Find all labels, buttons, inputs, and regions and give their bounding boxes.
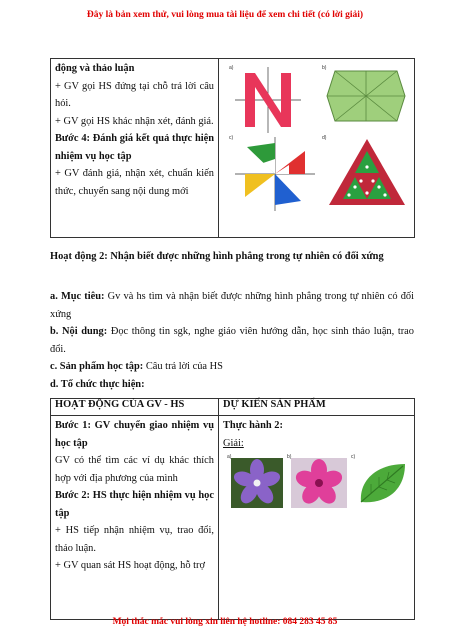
figure-label: a) bbox=[229, 65, 234, 71]
section-heading bbox=[50, 248, 414, 266]
organization-label: d. Tổ chức thực hiện: bbox=[50, 379, 145, 390]
step-line: Bước 4: Đánh giá kết quả thực hiện nhiệm vụ học tập bbox=[55, 133, 214, 162]
pink-flower-image bbox=[291, 458, 347, 508]
content-line bbox=[50, 323, 414, 358]
activity-title: Hoạt động 2: Nhận biết được những hình phẳng trong tự nhiên có đối xứng bbox=[50, 251, 384, 262]
content-text: Đọc thông tin sgk, nghe giáo viên hướng dẫn, học sinh thảo luận, trao đổi. bbox=[50, 326, 414, 355]
step-line: + GV quan sát HS hoạt động, hỗ trợ bbox=[55, 560, 205, 571]
teacher-student-column bbox=[51, 59, 219, 238]
step-line: GV có thể tìm các ví dụ khác thích hợp với địa phương của mình bbox=[55, 455, 214, 484]
expected-product-column bbox=[219, 416, 415, 620]
table1-text bbox=[51, 59, 218, 200]
activity-table-2 bbox=[50, 398, 415, 620]
preview-banner: Đây là bản xem thử, vui lòng mua tài liệu để xem chi tiết (có lời giải) bbox=[86, 10, 364, 20]
table2-right-text bbox=[219, 416, 414, 452]
figure-label: c) bbox=[229, 135, 234, 141]
step-line: + GV gọi HS đứng tại chỗ trả lời câu hỏi. bbox=[55, 80, 214, 109]
practice-title: Thực hành 2: bbox=[223, 420, 283, 431]
table2-text bbox=[51, 416, 218, 575]
triangle-pattern-figure bbox=[327, 137, 407, 207]
symmetry-figures-cell bbox=[219, 59, 415, 238]
picture-label: c) bbox=[351, 454, 356, 460]
pinwheel-figure bbox=[235, 137, 315, 211]
product-line bbox=[50, 358, 414, 376]
product-text: Câu trả lời của HS bbox=[143, 361, 223, 372]
hotline-banner: Mọi thắc mắc vui lòng xin liên hệ hotline: 084 283 45 85 bbox=[112, 617, 338, 627]
header-teacher-student: HOẠT ĐỘNG CỦA GV - HS bbox=[51, 399, 219, 416]
figure-label: b) bbox=[322, 65, 327, 71]
step-line: Bước 1: GV chuyển giao nhiệm vụ học tập bbox=[55, 420, 214, 449]
objective-label: a. Mục tiêu: bbox=[50, 291, 105, 302]
step-line: + GV gọi HS khác nhận xét, đánh giá. bbox=[55, 115, 214, 127]
product-label: c. Sản phẩm học tập: bbox=[50, 361, 144, 372]
step-line: + GV đánh giá, nhận xét, chuẩn kiến thức, chuyển sang nội dung mới bbox=[55, 168, 214, 197]
content-label: b. Nội dung: bbox=[50, 326, 108, 337]
picture-label: a) bbox=[227, 454, 232, 460]
solution-label: Giải: bbox=[223, 437, 244, 449]
picture-label: b) bbox=[287, 454, 292, 460]
teacher-student-column bbox=[51, 416, 219, 620]
purple-flower-image bbox=[231, 458, 283, 508]
letter-n-figure bbox=[235, 67, 301, 133]
organization-line bbox=[50, 376, 414, 394]
objective-line bbox=[50, 288, 414, 323]
hexagon-figure bbox=[325, 67, 407, 125]
activity-table-1 bbox=[50, 58, 415, 238]
figure-label: d) bbox=[322, 135, 327, 141]
step-line: Bước 2: HS thực hiện nhiệm vụ học tập bbox=[55, 490, 214, 519]
header-expected-product: DỰ KIẾN SẢN PHẨM bbox=[219, 399, 415, 416]
step-line: + HS tiếp nhận nhiệm vụ, trao đổi, thảo luận. bbox=[55, 525, 214, 554]
step-line: động và thảo luận bbox=[55, 63, 135, 74]
objective-text: Gv và hs tìm và nhận biết được những hình phẳng trong tự nhiên có đối xứng bbox=[50, 291, 414, 320]
green-leaf-image bbox=[357, 460, 409, 506]
